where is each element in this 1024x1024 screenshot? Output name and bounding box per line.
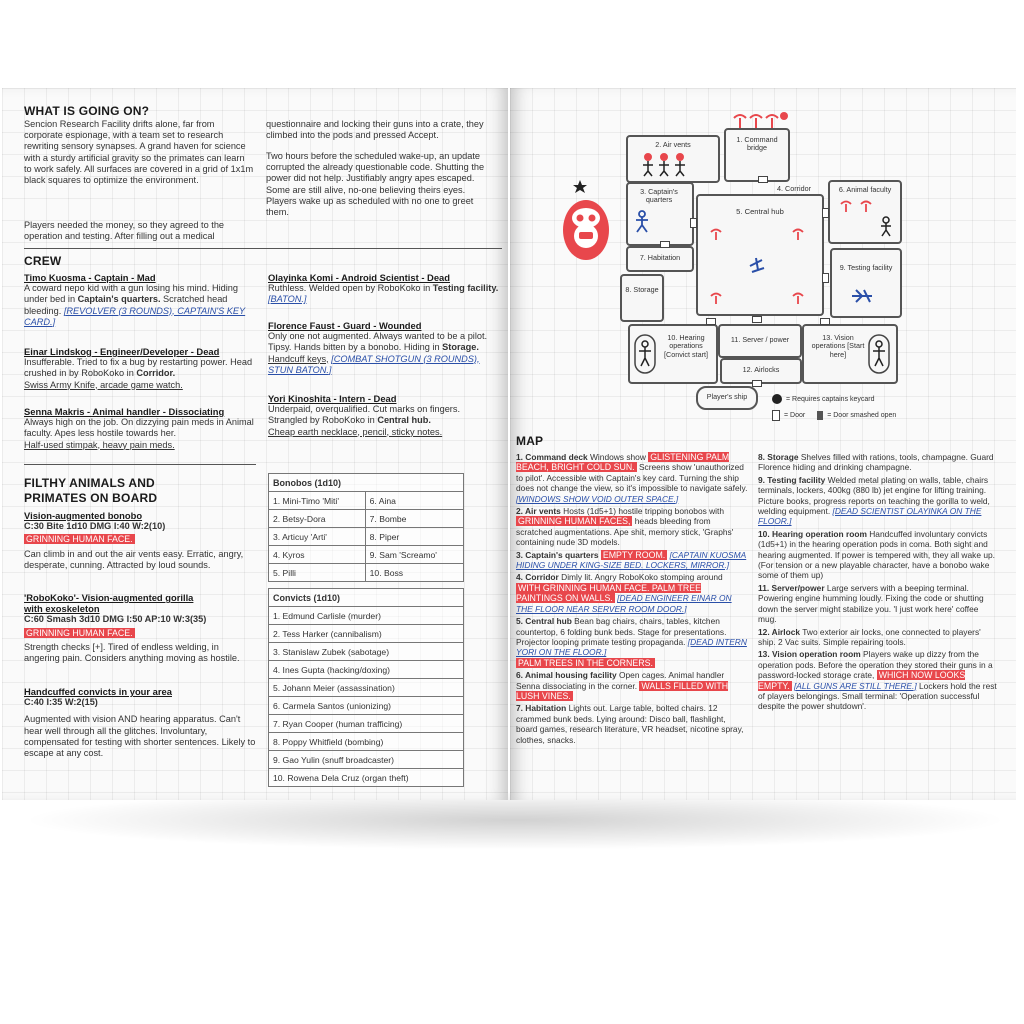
crew-name: Olayinka Komi - Android Scientist - Dead — [268, 272, 450, 283]
crew-location: Testing facility. — [432, 283, 499, 294]
animals-title-line: PRIMATES ON BOARD — [24, 491, 158, 505]
table-row — [269, 697, 464, 715]
room-server-power — [718, 324, 802, 358]
table-cell: 4. Ines Gupta (hacking/doxing) — [269, 661, 464, 679]
legend-smashed-label: = Door smashed open — [827, 412, 897, 419]
table-cell: 10. Boss — [365, 564, 463, 582]
room-air-vents — [626, 135, 720, 183]
map-key-tag: WITH GRINNING HUMAN FACE. PALM TREE PAINTINGS ON WALLS. — [516, 582, 701, 604]
map-key-room-name: 13. Vision operation room — [758, 649, 861, 660]
right-page — [510, 88, 1016, 800]
room-testing-facility — [830, 248, 902, 318]
left-page — [2, 88, 508, 800]
map-legend — [772, 394, 896, 421]
table-cell: 9. Sam 'Screamo' — [365, 546, 463, 564]
map-key-text: heads bleeding from scratched augmentations. Ape shit, memory stick, 'Graphs' containing nude 3D models. — [516, 516, 734, 548]
crew-items: Swiss Army Knife, arcade game watch. — [24, 379, 183, 390]
map-key-tag: GLISTENING PALM BEACH, BRIGHT COLD SUN. — [516, 452, 730, 473]
crew-name: Florence Faust - Guard - Wounded — [268, 320, 422, 331]
map-key-text: Screens show 'unauthorized to pilot'. Accessible with Captain's key card. Turning the ship does not change the view, so it's impossible to navigate safely. — [516, 462, 748, 494]
map-key-link: [WINDOWS SHOW VOID OUTER SPACE.] — [516, 493, 679, 504]
room-animal-faculty — [828, 180, 902, 244]
crew-text: Ruthless. Welded open by RoboKoko in — [268, 283, 433, 294]
room-label: 5. Central hub — [736, 207, 784, 216]
bonobo-group-icon — [640, 153, 690, 177]
map-key-room-name: 1. Command deck — [516, 452, 588, 462]
table-row — [269, 751, 464, 769]
map-key-item — [758, 529, 998, 581]
table-cell: 8. Piper — [365, 528, 463, 546]
room-label: 11. Server / power — [730, 335, 790, 344]
divider — [24, 248, 502, 249]
map-key-tag: WALLS FILLED WITH LUSH VINES. — [516, 680, 729, 701]
table-row — [269, 661, 464, 679]
map-key-link: [DEAD ENGINEER EINAR ON THE FLOOR NEAR SERVER ROOM DOOR.] — [516, 593, 732, 614]
map-key-item — [516, 703, 748, 745]
map-key-link: [DEAD SCIENTIST OLAYINKA ON THE FLOOR.] — [758, 506, 982, 527]
intro-paragraph-1: Sencion Research Facility drifts alone, far from corporate espionage, with a team set to research rewriting sensory synapses. A grand haven for science with a sturdy artificial gravity so the primates can learn to work safely. All surfaces are covered in a grid of 1x1m black squares to optimize the environment. — [24, 119, 254, 186]
table-cell: 6. Carmela Santos (unionizing) — [269, 697, 464, 715]
crew-member-olayinka — [268, 272, 500, 306]
central-hub-icons — [706, 220, 814, 310]
map-key-text: Large servers with a beeping terminal. Powering engine humming loudly. Fixing the code or shutting down the server might stabilize you. 'I just work here' coffee mug. — [758, 582, 984, 625]
map-key-link: [CAPTAIN KUOSMA HIDING UNDER KING-SIZE BED. LOCKERS, MIRROR.] — [516, 549, 747, 571]
room-storage — [620, 274, 664, 322]
table-header: Bonobos (1d10) — [269, 474, 464, 492]
creature-name: Vision-augmented bonobo — [24, 510, 143, 521]
crew-name: Yori Kinoshita - Intern - Dead — [268, 393, 397, 404]
table-row — [269, 715, 464, 733]
intro-title: WHAT IS GOING ON? — [24, 104, 150, 118]
room-label: 1. Command bridge — [736, 135, 778, 153]
room-central-hub — [696, 194, 824, 316]
map-key-tag: GRINNING HUMAN FACES, — [518, 516, 631, 527]
map-key-text: Open cages. Animal handler Senna dissociating in the corner. — [516, 670, 725, 691]
map-key-room-name: 3. Captain's quarters — [516, 549, 599, 560]
map-key-text: Windows show — [587, 452, 649, 462]
map-key-text: Welded metal plating on walls, table, chairs terminals, lockers, 400kg (880 lb) jet engine for lifting training. Picture books, progress reports on teaching the gorilla to weld, welding equipment. — [758, 474, 990, 517]
table-row — [269, 546, 464, 564]
table-row — [269, 492, 464, 510]
table-row — [269, 510, 464, 528]
creature-bonobo — [24, 510, 256, 571]
map-key-item — [758, 475, 998, 527]
map-key-item — [758, 627, 998, 648]
crew-member-einar — [24, 346, 254, 391]
room-command-bridge — [724, 128, 790, 182]
table-cell: 5. Pilli — [269, 564, 366, 582]
player-pod-icon — [868, 334, 890, 374]
room-label: 4. Corridor — [777, 184, 811, 193]
table-row — [269, 564, 464, 582]
door-icon — [820, 318, 830, 325]
map-key-room-name: 12. Airlock — [758, 626, 801, 637]
map-key-room-name: 4. Corridor — [516, 572, 559, 583]
crew-member-yori — [268, 393, 500, 438]
room-label: 13. Vision operations [Start here] — [811, 333, 865, 359]
map-key-text: Hosts (1d5+1) hostile tripping bonobos with — [560, 506, 725, 517]
creature-tag: GRINNING HUMAN FACE. — [26, 534, 133, 545]
crew-items: Cheap earth necklace, pencil, sticky notes. — [268, 426, 443, 437]
map-key-room-name: 7. Habitation — [516, 703, 567, 714]
table-cell: 6. Aina — [365, 492, 463, 510]
legend-keycard-label: = Requires captains keycard — [786, 395, 875, 403]
crew-items: Handcuff keys, — [268, 353, 329, 364]
crew-location: Central hub. — [377, 415, 431, 426]
room-vision-operations — [802, 324, 898, 384]
map-key-text: Players wake up dizzy from the operation pods. Before the operation they stored their guns in a password-locked storage crate, — [758, 649, 993, 681]
room-label: 2. Air vents — [655, 140, 691, 149]
room-label: 10. Hearing operations [Convict start] — [664, 333, 708, 359]
map-key-item — [758, 583, 998, 625]
map-key-room-name: 8. Storage — [758, 452, 799, 462]
map-key-room-name: 5. Central hub — [516, 616, 572, 627]
door-icon — [758, 176, 768, 183]
map-key-text: Lockers hold the rest of players belongings. Small terminal: 'Operation successful despite the power shutdown'. — [758, 680, 997, 712]
intro-paragraph-4: Two hours before the scheduled wake-up, an update corrupted the already questionable code. Shutting the power did not help. Justifiably angry apes escaped. Some are still alive, no-one believing theirs eyes. Players wake up as scheduled with no one to greet them. — [266, 151, 485, 218]
map-key-room-name: 11. Server/power — [758, 582, 825, 593]
table-header: Convicts (1d10) — [269, 589, 464, 607]
map-key-room-name: 6. Animal housing facility — [516, 670, 617, 681]
table-cell: 8. Poppy Whitfield (bombing) — [269, 733, 464, 751]
creature-stats: C:60 Smash 3d10 DMG I:50 AP:10 W:3(35) — [24, 614, 207, 625]
animals-title-line: FILTHY ANIMALS AND — [24, 476, 155, 490]
map-key-room-name: 9. Testing facility — [758, 474, 826, 485]
crew-member-senna — [24, 406, 254, 451]
crew-name: Timo Kuosma - Captain - Mad — [24, 272, 156, 283]
room-label: 12. Airlocks — [742, 365, 780, 374]
map-key-link: [ALL GUNS ARE STILL THERE.] — [793, 680, 917, 691]
room-label: 6. Animal faculty — [838, 185, 892, 194]
room-label: 8. Storage — [625, 285, 659, 294]
creature-name: with exoskeleton — [24, 603, 100, 615]
table-cell: 3. Stanislaw Zubek (sabotage) — [269, 643, 464, 661]
room-habitation — [626, 246, 694, 272]
door-icon — [822, 273, 829, 283]
room-label: Player's ship — [706, 392, 748, 401]
door-icon — [706, 318, 716, 325]
animals-title — [24, 476, 157, 506]
door-icon — [752, 316, 762, 323]
crew-text: Scratched head bleeding. — [24, 294, 228, 316]
divider — [24, 464, 256, 465]
table-row — [269, 643, 464, 661]
table-cell: 5. Johann Meier (assassination) — [269, 679, 464, 697]
table-row — [269, 607, 464, 625]
map-key-room-name: 2. Air vents — [516, 506, 561, 517]
convict-pod-icon — [634, 334, 656, 374]
map-key-room-name: 10. Hearing operation room — [758, 528, 867, 539]
map-key-tag: WHICH NOW LOOKS EMPTY. — [758, 670, 966, 691]
room-hearing-operations — [628, 324, 718, 384]
map-key-text: Two exterior air locks, one connected to players' ship. 2 Vac suits. Simple repairing tools. — [758, 626, 981, 647]
crew-member-timo — [24, 272, 254, 328]
dead-scientist-icon — [850, 286, 874, 306]
crew-text: A coward nepo kid with a gun losing his mind. Hiding under bed in — [24, 283, 238, 305]
table-cell: 7. Ryan Cooper (human trafficing) — [269, 715, 464, 733]
door-icon — [822, 208, 829, 218]
map-key-text: Lights out. Large table, bolted chairs. 12 crammed bunk beds. Lying around: Disco ball, flashlight, board games, research literature, VR headset, nicotine spray, clothes, snacks. — [516, 703, 744, 745]
map-key-list-left — [516, 452, 748, 747]
crew-text: Always high on the job. On dizzying pain meds in Animal faculty. Apes less hostile towards her. — [24, 417, 254, 439]
room-label: 3. Captain's quarters — [640, 187, 678, 205]
table-cell: 10. Rowena Dela Cruz (organ theft) — [269, 769, 464, 787]
door-icon — [752, 380, 762, 387]
table-cell: 2. Tess Harker (cannibalism) — [269, 625, 464, 643]
creature-stats: C:40 I:35 W:2(15) — [24, 697, 98, 708]
table-cell: 9. Gao Yulin (snuff broadcaster) — [269, 751, 464, 769]
creature-description: Can climb in and out the air vents easy. Erratic, angry, desperate, cunning. Attracted by loud sounds. — [24, 548, 244, 570]
captain-figure-icon — [634, 210, 650, 234]
table-cell: 4. Kyros — [269, 546, 366, 564]
map-key-tag: PALM TREES IN THE CORNERS. — [518, 657, 653, 668]
crew-items-link: [REVOLVER (3 ROUNDS), CAPTAIN'S KEY CARD.] — [24, 305, 246, 327]
table-row — [269, 528, 464, 546]
creature-description: Strength checks [+]. Tired of endless welding, in angering pain. Considers anything moving as hostile. — [24, 641, 240, 664]
door-icon — [690, 218, 697, 228]
crew-text: Only one not augmented. Always wanted to be a pilot. Tipsy. Hands bitten by a bonobo. Hiding in — [268, 331, 488, 353]
table-row — [269, 769, 464, 787]
crew-location: Captain's quarters. — [77, 294, 161, 305]
map-key-item — [758, 649, 998, 711]
intro-paragraph-3: questionnaire and locking their guns into a crate, they climbed into the pods and pressed Accept. — [266, 119, 484, 141]
creature-description: Augmented with vision AND hearing apparatus. Can't hear well through all the glitches. Involuntary, compensated for testing with shorter sentences. Likely to escape at any cost. — [24, 714, 256, 759]
map-key-item — [516, 616, 748, 668]
crew-items-link: [COMBAT SHOTGUN (3 ROUNDS), STUN BATON.] — [268, 353, 480, 375]
table-cell: 1. Mini-Timo 'Miti' — [269, 492, 366, 510]
gorilla-icon — [560, 180, 612, 262]
map-key-item — [516, 670, 748, 701]
crew-items-link: [BATON.] — [268, 294, 307, 305]
intro-paragraph-2: Players needed the money, so they agreed to the operation and testing. After filling out a medical — [24, 220, 225, 242]
table-cell: 1. Edmund Carlisle (murder) — [269, 607, 464, 625]
map-key-item — [516, 550, 748, 571]
room-captains-quarters — [626, 182, 694, 246]
creature-name: Handcuffed convicts in your area — [24, 686, 172, 697]
bonobos-table — [268, 473, 464, 582]
players-ship — [696, 386, 758, 410]
map-key-text: Bean bag chairs, chairs, tables, kitchen countertop, 6 folding bunk beds. Stage for presentations. Projector looping primate testing propaganda. — [516, 616, 727, 647]
map-key-item — [516, 572, 748, 614]
crew-text: Underpaid, overqualified. Cut marks on fingers. Strangled by RoboKoko in — [268, 404, 461, 426]
crew-location: Corridor. — [136, 368, 176, 379]
table-cell: 3. Articuy 'Arti' — [269, 528, 366, 546]
map-key-item — [516, 506, 748, 548]
table-row — [269, 625, 464, 643]
crew-member-florence — [268, 320, 500, 376]
creature-convicts — [24, 686, 256, 759]
crew-items: Half-used stimpak, heavy pain meds. — [24, 439, 175, 450]
map-key-text: Shelves filled with rations, tools, champagne. Guard Florence hiding and drinking champagne. — [758, 452, 994, 473]
creature-name: 'RoboKoko'- Vision-augmented gorilla — [24, 592, 194, 603]
crew-name: Einar Lindskog - Engineer/Developer - Dead — [24, 346, 220, 357]
crew-name: Senna Makris - Animal handler - Dissociating — [24, 406, 225, 417]
creature-stats: C:30 Bite 1d10 DMG I:40 W:2(10) — [24, 521, 166, 532]
map-key-link: [DEAD INTERN YORI ON THE FLOOR.] — [516, 636, 747, 658]
convicts-table — [268, 588, 464, 787]
table-cell: 2. Betsy-Dora — [269, 510, 366, 528]
table-row — [269, 679, 464, 697]
room-label: 7. Habitation — [639, 253, 681, 262]
creature-robokoko — [24, 592, 256, 664]
keycard-icon — [772, 394, 782, 404]
map-title: MAP — [516, 434, 544, 448]
creature-tag: GRINNING HUMAN FACE. — [26, 627, 133, 638]
table-row — [269, 733, 464, 751]
map-key-list-right — [758, 452, 998, 714]
room-label: 9. Testing facility — [839, 263, 893, 272]
table-cell: 7. Bombe — [365, 510, 463, 528]
door-icon — [660, 241, 670, 248]
crew-text: Insufferable. Tried to fix a bug by restarting power. Head crushed in by RoboKoko in — [24, 357, 253, 379]
legend-door-label: = Door — [784, 412, 806, 419]
animal-faculty-icons — [836, 198, 896, 238]
map-key-item — [758, 452, 998, 473]
crew-title: CREW — [24, 254, 62, 268]
crew-location: Storage. — [442, 342, 479, 353]
map-key-text: Handcuffed involuntary convicts (1d5+1) in the hearing operation pods in coma. Both sight and hearing augmented. If power is tempered with, they all wake up. (For tension or a new playable character, have a bonobo wake some of them up) — [758, 528, 995, 581]
map-key-item — [516, 452, 748, 504]
smashed-door-icon — [817, 411, 823, 420]
map-key-text: Dimly lit. Angry RoboKoko stomping around — [558, 572, 723, 583]
map-key-tag: EMPTY ROOM. — [602, 549, 666, 560]
door-icon — [772, 410, 780, 421]
